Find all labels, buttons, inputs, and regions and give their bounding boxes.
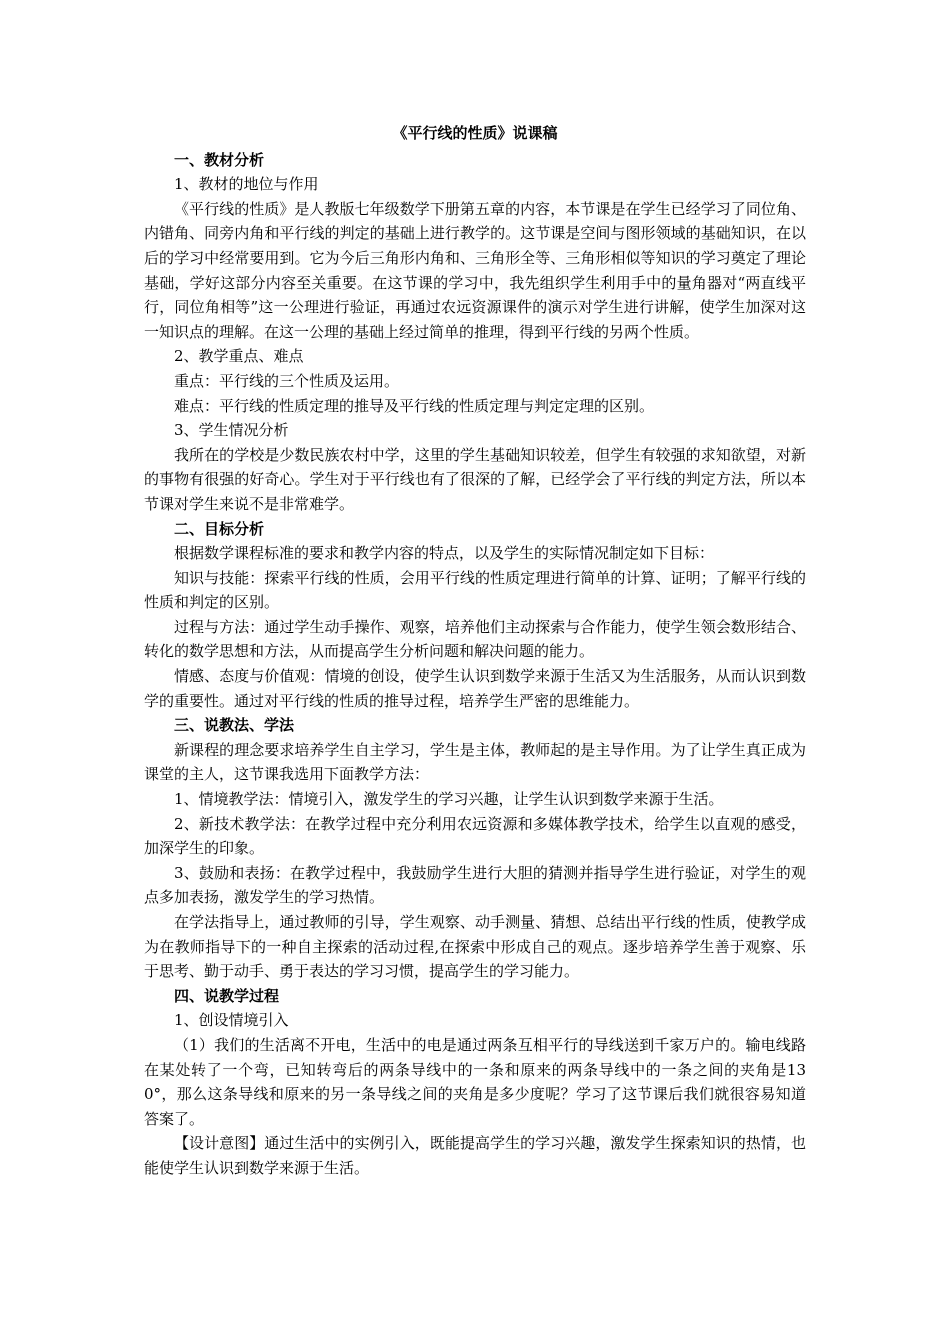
paragraph: 2、新技术教学法：在教学过程中充分利用农远资源和多媒体教学技术，给学生以直观的感受，加深学生的印象。 bbox=[144, 814, 806, 858]
paragraph: 难点：平行线的性质定理的推导及平行线的性质定理与判定定理的区别。 bbox=[174, 396, 655, 415]
document-page bbox=[144, 121, 806, 1181]
paragraph: 重点：平行线的三个性质及运用。 bbox=[174, 371, 400, 390]
paragraph: 2、教学重点、难点 bbox=[174, 347, 304, 366]
paragraph: 3、鼓励和表扬：在教学过程中，我鼓励学生进行大胆的猜测并指导学生进行验证，对学生的观点多加表扬，激发学生的学习热情。 bbox=[144, 863, 806, 907]
paragraph: 情感、态度与价值观：情境的创设，使学生认识到数学来源于生活又为生活服务，从而认识到数学的重要性。通过对平行线的性质的推导过程，培养学生严密的思维能力。 bbox=[144, 667, 806, 710]
paragraph: 在学法指导上，通过教师的引导，学生观察、动手测量、猜想、总结出平行线的性质，使教学成为在教师指导下的一种自主探索的活动过程,在探索中形成自己的观点。逐步培养学生善于观察、乐于思考、勤于动手、勇于表达的学习习惯，提高学生的学习能力。 bbox=[144, 913, 806, 981]
paragraph: 过程与方法：通过学生动手操作、观察，培养他们主动探索与合作能力，使学生领会数形结合、转化的数学思想和方法，从而提高学生分析问题和解决问题的能力。 bbox=[144, 617, 806, 661]
paragraph: 【设计意图】通过生活中的实例引入，既能提高学生的学习兴趣，激发学生探索知识的热情，也能使学生认识到数学来源于生活。 bbox=[144, 1134, 806, 1177]
section-heading: 三、说教法、学法 bbox=[174, 716, 295, 735]
section-heading: 二、目标分析 bbox=[174, 519, 265, 538]
paragraph: 根据数学课程标准的要求和教学内容的特点，以及学生的实际情况制定如下目标： bbox=[174, 544, 715, 563]
paragraph: 《平行线的性质》是人教版七年级数学下册第五章的内容，本节课是在学生已经学习了同位角、内错角、同旁内角和平行线的判定的基础上进行教学的。这节课是空间与图形领域的基础知识，在以后的学习中经常要用到。它为今后三角形内角和、三角形全等、三角形相似等知识的学习奠定了理论基础，学好这部分内容至关重要。在这节课的学习中，我先组织学生利用手中的量角器对“两直线平行，同位角相等”这一公理进行验证，再通过农远资源课件的演示对学生进行讲解，使学生加深对这一知识点的理解。在这一公理的基础上经过简单的推理，得到平行线的另两个性质。 bbox=[144, 199, 806, 341]
paragraph: 1、情境教学法：情境引入，激发学生的学习兴趣，让学生认识到数学来源于生活。 bbox=[174, 790, 724, 809]
section-heading: 四、说教学过程 bbox=[174, 986, 280, 1005]
paragraph: 1、创设情境引入 bbox=[174, 1011, 289, 1030]
section-2 bbox=[144, 517, 806, 714]
section-3 bbox=[144, 713, 806, 984]
paragraph: 新课程的理念要求培养学生自主学习，学生是主体，教师起的是主导作用。为了让学生真正成为课堂的主人，这节课我选用下面教学方法： bbox=[144, 740, 806, 784]
paragraph: 1、教材的地位与作用 bbox=[174, 175, 319, 194]
section-heading: 一、教材分析 bbox=[174, 150, 265, 169]
paragraph: 3、学生情况分析 bbox=[174, 421, 289, 440]
section-1 bbox=[144, 148, 806, 517]
paragraph: 我所在的学校是少数民族农村中学，这里的学生基础知识较差，但学生有较强的求知欲望，对新的事物有很强的好奇心。学生对于平行线也有了很深的了解，已经学会了平行线的判定方法，所以本节课对学生来说不是非常难学。 bbox=[144, 445, 806, 513]
paragraph: 知识与技能：探索平行线的性质，会用平行线的性质定理进行简单的计算、证明；了解平行线的性质和判定的区别。 bbox=[144, 568, 806, 612]
document-title: 《平行线的性质》说课稿 bbox=[392, 124, 558, 142]
section-4 bbox=[144, 984, 806, 1181]
paragraph: （1）我们的生活离不开电，生活中的电是通过两条互相平行的导线送到千家万户的。输电线路在某处转了一个弯，已知转弯后的两条导线中的一条和原来的两条导线中的一条之间的夹角是130°，那么这条导线和原来的另一条导线之间的夹角是多少度呢？学习了这节课后我们就很容易知道答案了。 bbox=[144, 1035, 806, 1128]
